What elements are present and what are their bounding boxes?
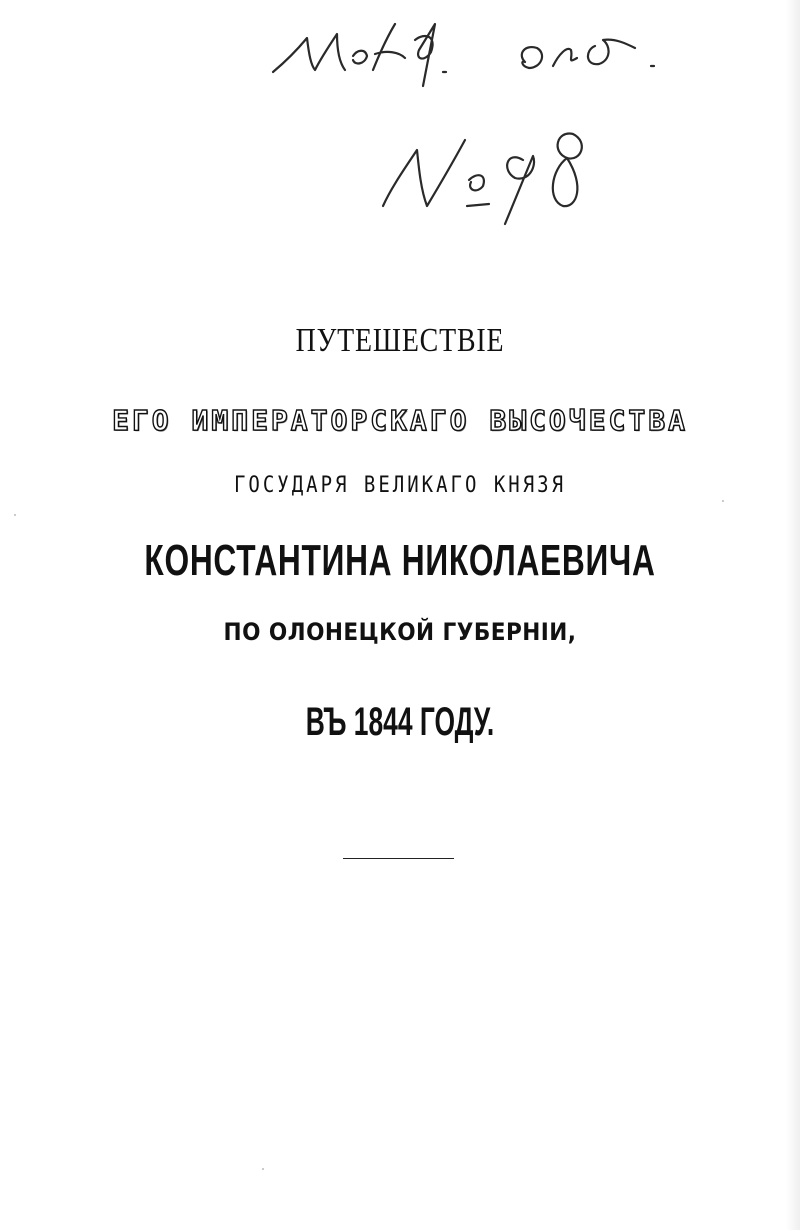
title-line-imperial-highness: ЕГО ИМПЕРАТОРСКАГО ВЫСОЧЕСТВА — [112, 404, 688, 437]
handwritten-shelf-mark — [255, 10, 705, 240]
title-line-year: ВЪ 1844 ГОДУ. — [305, 700, 495, 744]
decorative-rule — [343, 858, 454, 859]
paper-speck — [14, 514, 16, 516]
paper-speck — [722, 500, 724, 502]
page-edge-shadow — [786, 0, 800, 1230]
title-line-province: ПО ОЛОНЕЦКОЙ ГУБЕРНІИ, — [223, 618, 577, 646]
book-title: ПУТЕШЕСТВІЕ — [295, 322, 505, 359]
paper-speck — [262, 1168, 264, 1170]
title-line-grand-duke: ГОСУДАРЯ ВЕЛИКАГО КНЯЗЯ — [233, 472, 567, 498]
title-line-name: КОНСТАНТИНА НИКОЛАЕВИЧА — [144, 536, 656, 585]
